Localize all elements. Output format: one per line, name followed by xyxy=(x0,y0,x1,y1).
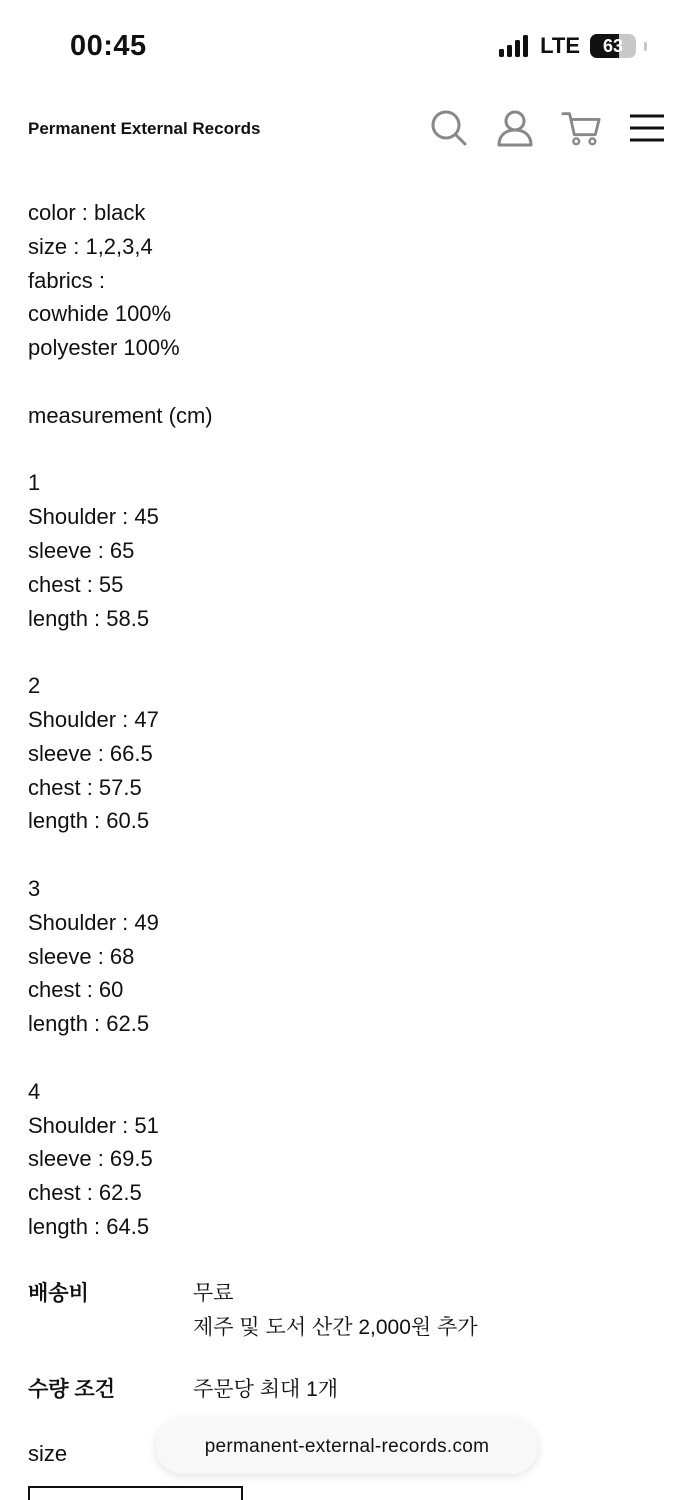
sleeve-measure: sleeve : 68 xyxy=(28,943,135,969)
length-measure: length : 62.5 xyxy=(28,1011,150,1037)
chest-measure: chest : 60 xyxy=(28,977,124,1003)
quantity-label: 수량 조건 xyxy=(28,1378,115,1401)
product-details xyxy=(28,196,668,1244)
shipping-fee: 무료 xyxy=(193,1282,234,1305)
chest-measure: chest : 62.5 xyxy=(28,1180,142,1206)
size-heading: 2 xyxy=(28,673,41,699)
chest-measure: chest : 57.5 xyxy=(28,774,142,800)
shoulder-measure: Shoulder : 45 xyxy=(28,504,159,530)
detail-size: size : 1,2,3,4 xyxy=(28,233,153,259)
signal-strength-icon xyxy=(499,35,528,57)
site-header xyxy=(0,100,693,160)
chest-measure: chest : 55 xyxy=(28,571,124,597)
browser-address-bar[interactable]: permanent-external-records.com xyxy=(156,1419,538,1474)
shipping-label: 배송비 xyxy=(28,1282,89,1305)
shipping-note: 제주 및 도서 산간 2,000원 추가 xyxy=(193,1316,478,1339)
size-option-label: size xyxy=(28,1441,68,1466)
sleeve-measure: sleeve : 65 xyxy=(28,537,135,563)
sleeve-measure: sleeve : 66.5 xyxy=(28,740,153,766)
status-indicators xyxy=(499,33,647,59)
account-icon[interactable] xyxy=(495,108,535,148)
shoulder-measure: Shoulder : 49 xyxy=(28,909,159,935)
size-heading: 4 xyxy=(28,1078,41,1104)
network-type: LTE xyxy=(540,33,580,58)
search-icon[interactable] xyxy=(429,108,469,148)
quantity-value: 주문당 최대 1개 xyxy=(193,1378,339,1401)
shoulder-measure: Shoulder : 51 xyxy=(28,1112,159,1138)
measurement-title: measurement (cm) xyxy=(28,402,213,428)
shipping-value xyxy=(193,1277,478,1345)
brand-logo[interactable]: Permanent External Records xyxy=(28,119,261,138)
size-heading: 1 xyxy=(28,470,41,496)
detail-fabric: cowhide 100% xyxy=(28,301,172,327)
battery-level: 63 xyxy=(602,35,624,56)
size-heading: 3 xyxy=(28,875,41,901)
battery-cap xyxy=(644,42,647,51)
status-time: 00:45 xyxy=(70,30,147,62)
battery-icon xyxy=(590,34,636,58)
detail-color: color : black xyxy=(28,200,146,225)
size-select[interactable] xyxy=(28,1486,243,1500)
shoulder-measure: Shoulder : 47 xyxy=(28,706,159,732)
detail-fabrics-label: fabrics : xyxy=(28,267,106,293)
sleeve-measure: sleeve : 69.5 xyxy=(28,1146,153,1172)
length-measure: length : 58.5 xyxy=(28,605,150,631)
menu-icon[interactable] xyxy=(627,108,667,148)
length-measure: length : 60.5 xyxy=(28,808,150,834)
length-measure: length : 64.5 xyxy=(28,1213,150,1239)
status-bar xyxy=(0,0,693,94)
cart-icon[interactable] xyxy=(561,108,601,148)
header-actions xyxy=(429,108,667,148)
detail-fabric: polyester 100% xyxy=(28,335,180,361)
